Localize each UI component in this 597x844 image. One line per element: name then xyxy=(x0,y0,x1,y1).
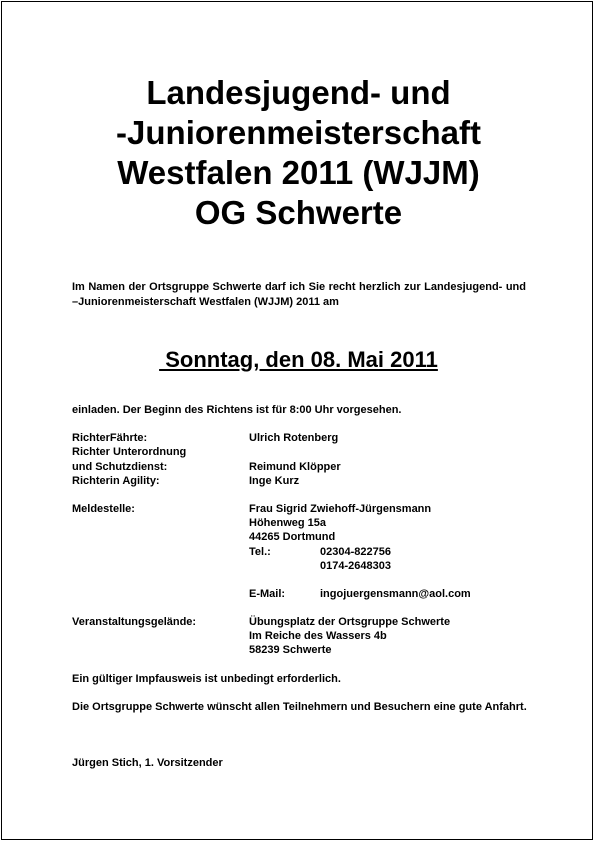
registration-tel-1: 02304-822756 xyxy=(320,545,391,558)
signature-row xyxy=(72,756,532,770)
registration-street: Höhenweg 15a xyxy=(249,517,327,530)
invite-text: einladen. Der Beginn des Richtens ist für 8:00 Uhr vorgesehen. xyxy=(72,404,402,416)
venue-line-1: Übungsplatz der Ortsgruppe Schwerte xyxy=(249,616,451,629)
notice-text: Ein gültiger Impfausweis ist unbedingt erforderlich. xyxy=(72,672,341,685)
registration-tel-row-2 xyxy=(72,559,532,573)
signature-text: Jürgen Stich, 1. Vorsitzender xyxy=(72,757,223,770)
judge-agility-name: Inge Kurz xyxy=(249,474,300,487)
registration-tel-row xyxy=(72,545,532,559)
registration-email: ingojuergensmann@aol.com xyxy=(320,587,471,600)
registration-email-label: E-Mail: xyxy=(249,587,286,600)
registration-name: Frau Sigrid Zwiehoff-Jürgensmann xyxy=(249,502,432,515)
title-line-3: Westfalen 2011 (WJJM) xyxy=(117,154,480,191)
judge-faehrte-label: RichterFährte: xyxy=(72,432,148,445)
title-line-4: OG Schwerte xyxy=(194,194,403,231)
invite-line xyxy=(72,403,532,417)
judge-uo-label-2: und Schutzdienst: xyxy=(72,460,168,473)
closing-paragraph: Die Ortsgruppe Schwerte wünscht allen Teilnehmern und Besuchern eine gute Anfahrt. xyxy=(72,700,527,713)
judge-agility-label: Richterin Agility: xyxy=(72,474,160,487)
registration-email-row xyxy=(72,587,532,601)
judge-uo-label-1: Richter Unterordnung xyxy=(72,446,187,459)
registration-label: Meldestelle: xyxy=(72,502,135,515)
venue-line-2: Im Reiche des Wassers 4b xyxy=(249,630,387,643)
event-date-text: Sonntag, den 08. Mai 2011 xyxy=(159,347,438,372)
notice-row xyxy=(72,672,532,686)
document-body xyxy=(72,403,532,770)
registration-row-3 xyxy=(72,530,532,544)
event-date xyxy=(0,346,597,374)
title-line-2: -Juniorenmeisterschaft xyxy=(116,114,481,151)
registration-tel-2: 0174-2648303 xyxy=(320,559,391,572)
judge-faehrte-name: Ulrich Rotenberg xyxy=(249,432,339,445)
intro-paragraph: Im Namen der Ortsgruppe Schwerte darf ich Sie recht herzlich zur Landesjugend- und –Juniorenmeisterschaft Westfalen (WJJM) 2011 am xyxy=(72,281,526,308)
judge-faehrte-row xyxy=(72,431,532,445)
title-line-1: Landesjugend- und xyxy=(146,74,451,111)
venue-row-2 xyxy=(72,629,532,643)
registration-city: 44265 Dortmund xyxy=(249,531,336,544)
venue-label: Veranstaltungsgelände: xyxy=(72,616,197,629)
judge-uo-row-2 xyxy=(72,460,532,474)
venue-row-1 xyxy=(72,615,532,629)
registration-row-2 xyxy=(72,516,532,530)
venue-row-3 xyxy=(72,643,532,657)
registration-row-1 xyxy=(72,502,532,516)
judge-uo-row-1 xyxy=(72,445,532,459)
registration-tel-label: Tel.: xyxy=(249,545,271,558)
judge-uo-name: Reimund Klöpper xyxy=(249,460,341,473)
venue-line-3: 58239 Schwerte xyxy=(249,644,332,657)
document-title xyxy=(0,73,597,233)
judge-agility-row xyxy=(72,474,532,488)
